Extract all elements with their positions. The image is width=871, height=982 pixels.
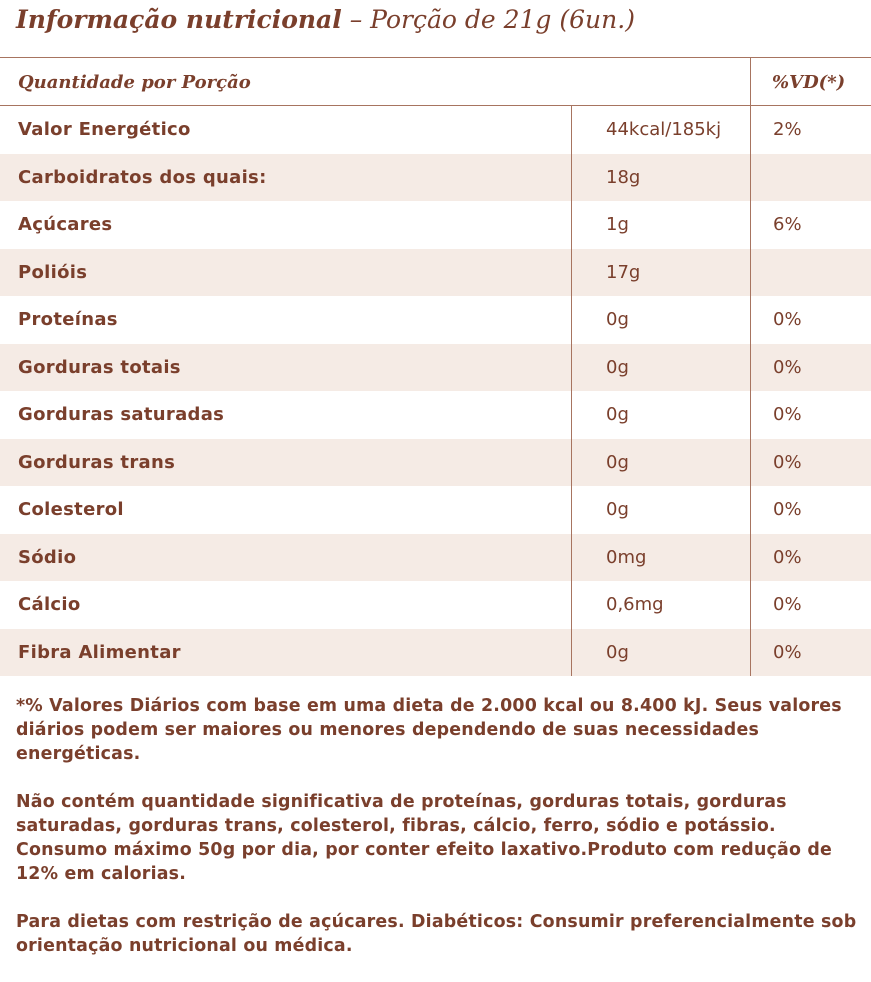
nutrient-value: 0g — [606, 309, 629, 330]
table-row — [0, 486, 871, 534]
vd-column-divider — [750, 106, 751, 676]
title-main: Informação nutricional — [16, 5, 342, 34]
nutrient-name: Sódio — [18, 546, 77, 568]
table-row — [0, 154, 871, 202]
nutrient-name: Proteínas — [18, 309, 118, 330]
header-vd: %VD(*) — [772, 72, 846, 93]
table-row — [0, 581, 871, 629]
footnote-paragraph: Não contém quantidade significativa de proteínas, gorduras totais, gorduras saturadas, gorduras trans, colesterol, fibras, cálcio, ferro, sódio e potássio. Consumo máximo 50g por dia, por conter efeito laxativo.Produto com redução de 12% em calorias. — [16, 792, 833, 884]
nutrient-value: 0g — [606, 356, 629, 378]
nutrient-value: 0g — [606, 451, 629, 473]
table-header — [0, 57, 871, 105]
header-quantity: Quantidade por Porção — [18, 72, 251, 93]
nutrient-vd: 6% — [773, 214, 802, 235]
nutrient-vd: 0% — [773, 309, 802, 330]
nutrient-value: 0,6mg — [606, 594, 664, 615]
nutrient-name: Colesterol — [18, 499, 124, 520]
nutrient-value: 0g — [606, 641, 629, 663]
nutrient-vd: 0% — [773, 546, 802, 568]
nutrient-value: 18g — [606, 166, 641, 188]
nutrient-value: 1g — [606, 214, 629, 235]
nutrient-vd: 0% — [773, 404, 802, 425]
footnote-paragraph: *% Valores Diários com base em uma dieta de 2.000 kcal ou 8.400 kJ. Seus valores diários podem ser maiores ou menores dependendo de suas necessidades energéticas. — [16, 696, 842, 764]
table-row — [0, 534, 871, 582]
nutrient-vd: 0% — [773, 356, 802, 378]
nutrient-value: 0g — [606, 404, 629, 425]
header-divider — [750, 58, 751, 105]
table-row — [0, 344, 871, 392]
nutrient-vd: 0% — [773, 641, 802, 663]
nutrient-value: 0g — [606, 499, 629, 520]
table-row — [0, 296, 871, 344]
nutrient-name: Fibra Alimentar — [18, 641, 181, 663]
page-title — [16, 0, 635, 40]
table-row — [0, 106, 871, 154]
nutrient-value: 0mg — [606, 546, 647, 568]
footnote-paragraph: Para dietas com restrição de açúcares. Diabéticos: Consumir preferencialmente sob orientação nutricional ou médica. — [16, 912, 857, 956]
table-row — [0, 249, 871, 297]
nutrition-table — [0, 57, 871, 676]
nutrient-name: Cálcio — [18, 594, 81, 615]
nutrient-name: Gorduras saturadas — [18, 404, 225, 425]
table-row — [0, 201, 871, 249]
nutrient-name: Polióis — [18, 261, 88, 283]
nutrient-vd: 0% — [773, 499, 802, 520]
nutrient-vd: 0% — [773, 451, 802, 473]
table-row — [0, 391, 871, 439]
nutrient-name: Gorduras trans — [18, 451, 176, 473]
nutrient-name: Gorduras totais — [18, 356, 181, 378]
nutrient-value: 17g — [606, 261, 641, 283]
table-row — [0, 629, 871, 677]
title-portion: – Porção de 21g (6un.) — [341, 5, 635, 34]
nutrient-name: Valor Energético — [18, 119, 191, 140]
nutrient-name: Carboidratos dos quais: — [18, 166, 267, 188]
nutrient-vd: 2% — [773, 119, 802, 140]
table-body — [0, 105, 871, 676]
nutrient-value: 44kcal/185kj — [606, 119, 722, 140]
nutrient-name: Açúcares — [18, 214, 113, 235]
value-column-divider — [571, 106, 572, 676]
nutrient-vd: 0% — [773, 594, 802, 615]
footnotes — [16, 694, 862, 982]
table-row — [0, 439, 871, 487]
